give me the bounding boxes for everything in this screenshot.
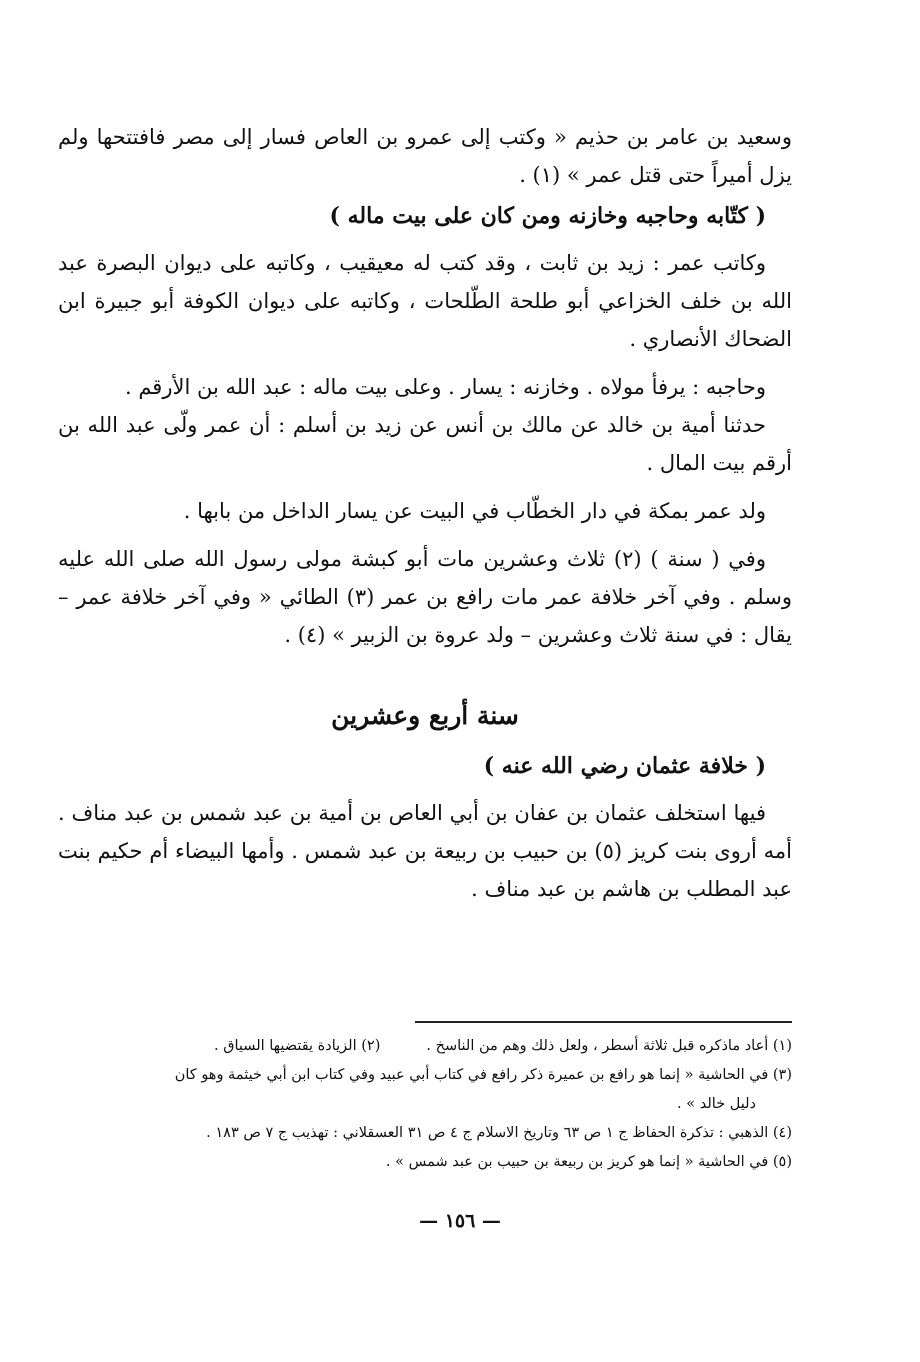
paragraph-chamberlain: وحاجبه : يرفأ مولاه . وخازنه : يسار . وعلى بيت ماله : عبد الله بن الأرقم . <box>124 375 766 399</box>
footnotes <box>58 1032 792 1177</box>
footnote-5: (٥) في الحاشية « إنما هو كريز بن ربيعة بن حبيب بن عبد شمس » . <box>385 1154 792 1170</box>
section-title: سنة أربع وعشرين <box>331 701 519 730</box>
footnote-3: (٣) في الحاشية « إنما هو رافع بن عميرة ذكر رافع في كتاب أبي عبيد وفي كتاب ابن أبي خيثمة وهو كان <box>174 1067 792 1083</box>
heading-uthman: ( خلافة عثمان رضي الله عنه ) <box>483 753 766 779</box>
paragraph-birthplace: ولد عمر بمكة في دار الخطّاب في البيت عن يسار الداخل من بابها . <box>183 499 766 523</box>
main-text <box>58 118 792 918</box>
page-number: — ١٥٦ — <box>419 1210 501 1232</box>
footnote-2: (٢) الزيادة يقتضيها السياق . <box>214 1038 381 1054</box>
paragraph-uthman: فيها استخلف عثمان بن عفان بن أبي العاص بن أمية بن عبد شمس بن عبد مناف . أمه أروى بنت كريز (٥) بن حبيب بن ربيعة بن عبد شمس . وأمها البيضاء أم حكيم بنت عبد المطلب بن هاشم بن عبد مناف . <box>58 801 793 901</box>
heading-scribes: ( كتّابه وحاجبه وخازنه ومن كان على بيت ماله ) <box>329 203 766 229</box>
paragraph-scribes: وكاتب عمر : زيد بن ثابت ، وقد كتب له معيقيب ، وكاتبه على ديوان البصرة عبد الله بن خلف الخزاعي أبو طلحة الطّلحات ، وكاتبه على ديوان الكوفة أبو جبيرة ابن الضحاك الأنصاري . <box>58 251 792 351</box>
footnote-4: (٤) الذهبي : تذكرة الحفاظ ج ١ ص ٦٣ وتاريخ الاسلام ج ٤ ص ٣١ العسقلاني : تهذيب ج ٧ ص ١٨٣ . <box>206 1125 792 1141</box>
footnote-3-continuation: دليل خالد » . <box>677 1096 756 1112</box>
paragraph-continuation: وسعيد بن عامر بن حذيم « وكتب إلى عمرو بن العاص فسار إلى مصر فافتتحها ولم يزل أميراً حتى قتل عمر » (١) . <box>58 125 792 187</box>
footnote-divider <box>415 1021 792 1023</box>
footnote-row-1-2 <box>58 1032 792 1061</box>
paragraph-treasury: حدثنا أمية بن خالد عن مالك بن أنس عن زيد بن أسلم : أن عمر ولّى عبد الله بن أرقم بيت المال . <box>58 413 792 475</box>
paragraph-year-23: وفي ( سنة ) (٢) ثلاث وعشرين مات أبو كبشة مولى رسول الله صلى الله عليه وسلم . وفي آخر خلافة عمر مات رافع بن عمر (٣) الطائي « وفي آخر خلافة عمر – يقال : في سنة ثلاث وعشرين – ولد عروة بن الزبير » (٤) . <box>58 547 792 647</box>
footnote-1: (١) أعاد ماذكره قبل ثلاثة أسطر ، ولعل ذلك وهم من الناسخ . <box>426 1038 792 1054</box>
